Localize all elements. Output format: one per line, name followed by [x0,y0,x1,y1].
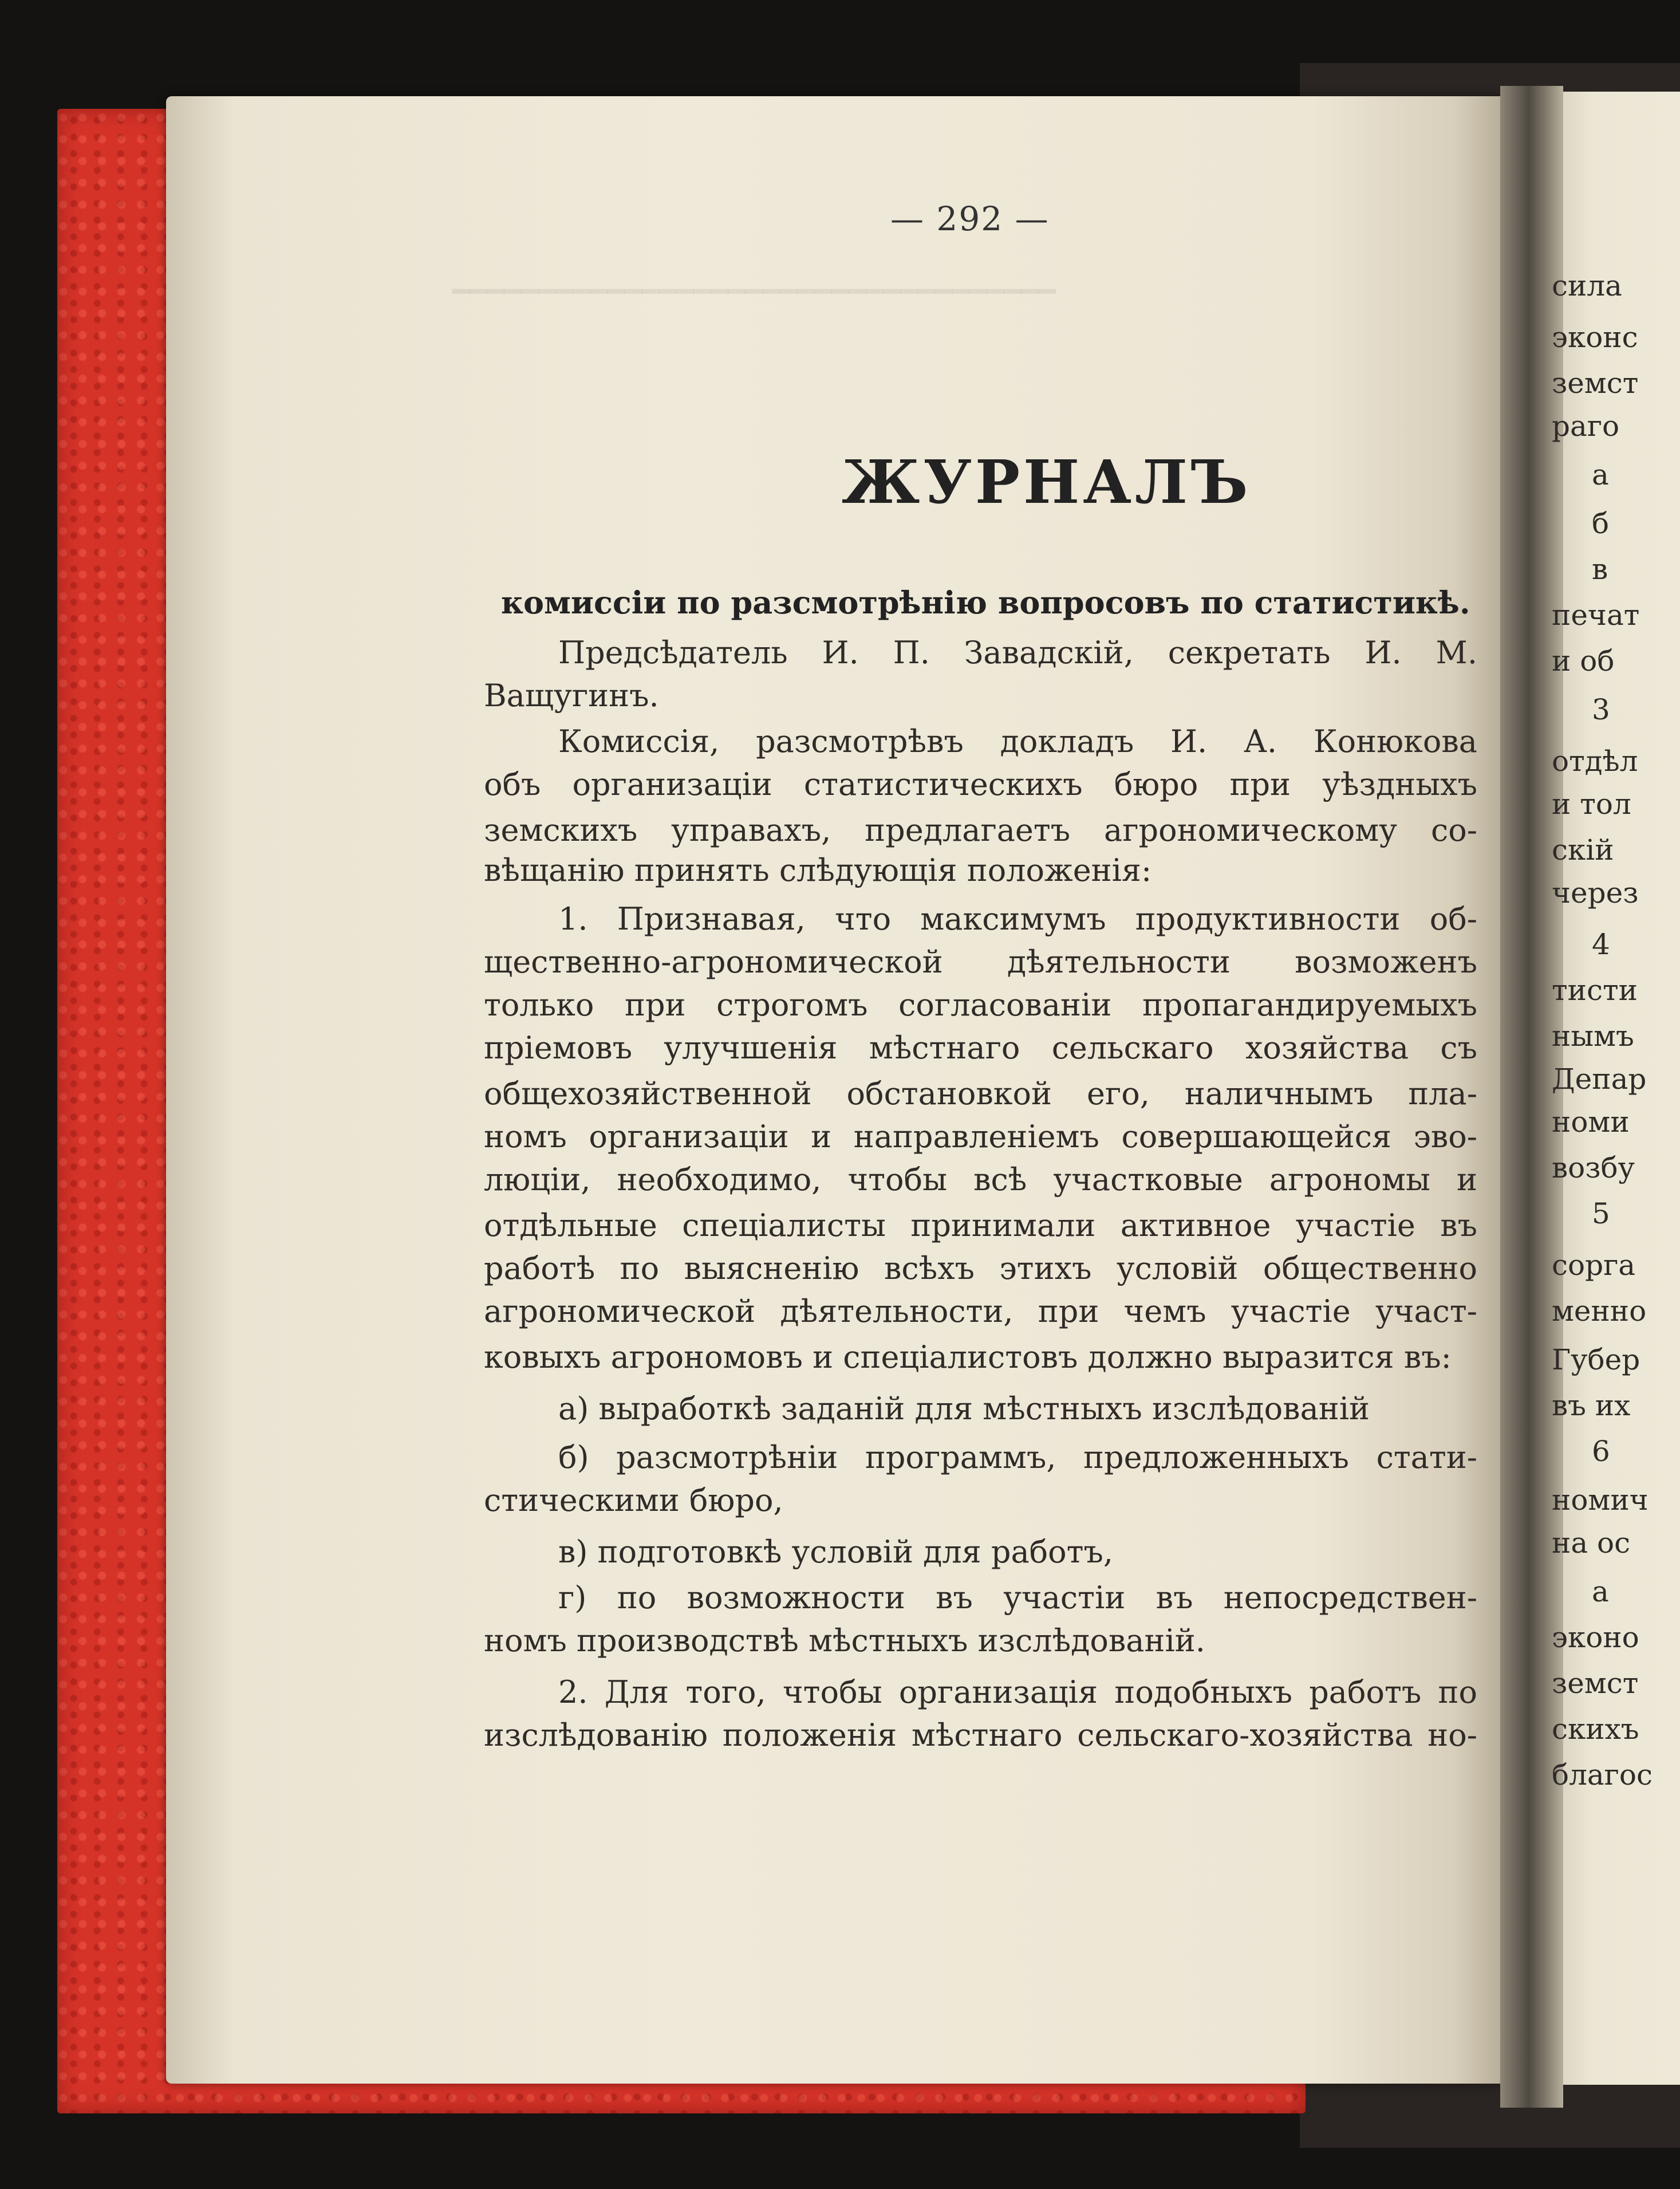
right-page-line: сила [1552,269,1622,302]
body-line: 1. Признавая, что максимумъ продуктивности об- [558,901,1477,937]
right-page-line: благос [1552,1758,1653,1792]
body-line: номъ организаціи и направленіемъ совершающейся эво- [484,1119,1477,1155]
body-line: объ организаціи статистическихъ бюро при уѣздныхъ [484,766,1477,802]
body-line: Комиссія, разсмотрѣвъ докладъ И. А. Конюкова [558,723,1477,759]
body-line: а) выработкѣ заданій для мѣстныхъ изслѣдованій [558,1391,1370,1427]
body-line: только при строгомъ согласованіи пропагандируемыхъ [484,987,1477,1023]
right-page-line: и тол [1552,788,1631,821]
right-page-line: а [1592,458,1609,491]
body-line: изслѣдованію положенія мѣстнаго сельскаго-хозяйства но- [484,1717,1477,1753]
right-page-line: раго [1552,410,1620,443]
right-page-line: земст [1552,1667,1639,1700]
right-page-line: номи [1552,1105,1630,1139]
body-line: ковыхъ агрономовъ и спеціалистовъ должно выразится въ: [484,1339,1452,1375]
right-page-line: Губер [1552,1343,1640,1376]
body-line: 2. Для того, чтобы организація подобныхъ работъ по [558,1674,1477,1710]
body-line: б) разсмотрѣніи программъ, предложенныхъ стати- [558,1439,1477,1475]
right-page-line: Депар [1552,1062,1647,1096]
body-line: вѣщанію принять слѣдующія положенія: [484,852,1152,888]
right-page-line: печат [1552,599,1640,632]
body-line: люціи, необходимо, чтобы всѣ участковые агрономы и [484,1162,1477,1198]
body-line: отдѣльные спеціалисты принимали активное участіе въ [484,1207,1477,1243]
right-page-line: эконо [1552,1621,1639,1654]
right-page-line: менно [1552,1294,1647,1328]
right-page-line: 6 [1592,1435,1610,1468]
body-line: номъ производствѣ мѣстныхъ изслѣдованій. [484,1623,1205,1659]
body-line: г) по возможности въ участіи въ непосредствен- [558,1580,1477,1616]
right-page-line: 4 [1592,928,1610,961]
body-line: в) подготовкѣ условій для работъ, [558,1534,1114,1570]
right-page-line: возбу [1552,1151,1635,1184]
body-line: Ващугинъ. [484,678,659,714]
show-through-texture: ━━━━━━━━━━━━━━━━━━━━━━━━━━━━━━━━━━━ [452,275,1056,308]
right-page-line: скій [1552,833,1614,867]
right-page-line: эконс [1552,321,1638,354]
right-page-line: земст [1552,367,1639,400]
right-page-line: скихъ [1552,1712,1639,1746]
body-line: агрономической дѣятельности, при чемъ участіе участ- [484,1293,1477,1329]
right-page-line: 3 [1592,693,1610,726]
right-page-line: и об [1552,644,1615,678]
right-page-line: сорга [1552,1249,1636,1282]
page-number: — 292 — [890,199,1050,238]
page-subtitle: комиссіи по разсмотрѣнію вопросовъ по статистикѣ. [501,584,1470,621]
body-line: стическими бюро, [484,1482,783,1518]
page-title: ЖУРНАЛЪ [842,447,1252,517]
body-line: Предсѣдатель И. П. Завадскій, секретать И. М. [558,635,1477,671]
body-line: общехозяйственной обстановкой его, наличнымъ пла- [484,1076,1477,1112]
right-page-line: а [1592,1575,1609,1608]
right-page-line: нымъ [1552,1019,1634,1053]
body-line: работѣ по выясненію всѣхъ этихъ условій общественно [484,1250,1477,1286]
right-page-line: въ их [1552,1389,1631,1422]
right-page-line: отдѣл [1552,745,1638,778]
right-page-line: 5 [1592,1197,1610,1230]
right-page-line: б [1592,507,1610,540]
body-line: щественно-агрономической дѣятельности возможенъ [484,944,1477,980]
right-page-line: номич [1552,1483,1649,1517]
right-page-line: тисти [1552,974,1638,1007]
right-page-line: в [1592,553,1608,586]
body-line: земскихъ управахъ, предлагаетъ агрономическому со- [484,812,1477,848]
right-page-line: через [1552,876,1639,910]
right-page-line: на ос [1552,1526,1631,1560]
body-line: пріемовъ улучшенія мѣстнаго сельскаго хозяйства съ [484,1030,1477,1066]
